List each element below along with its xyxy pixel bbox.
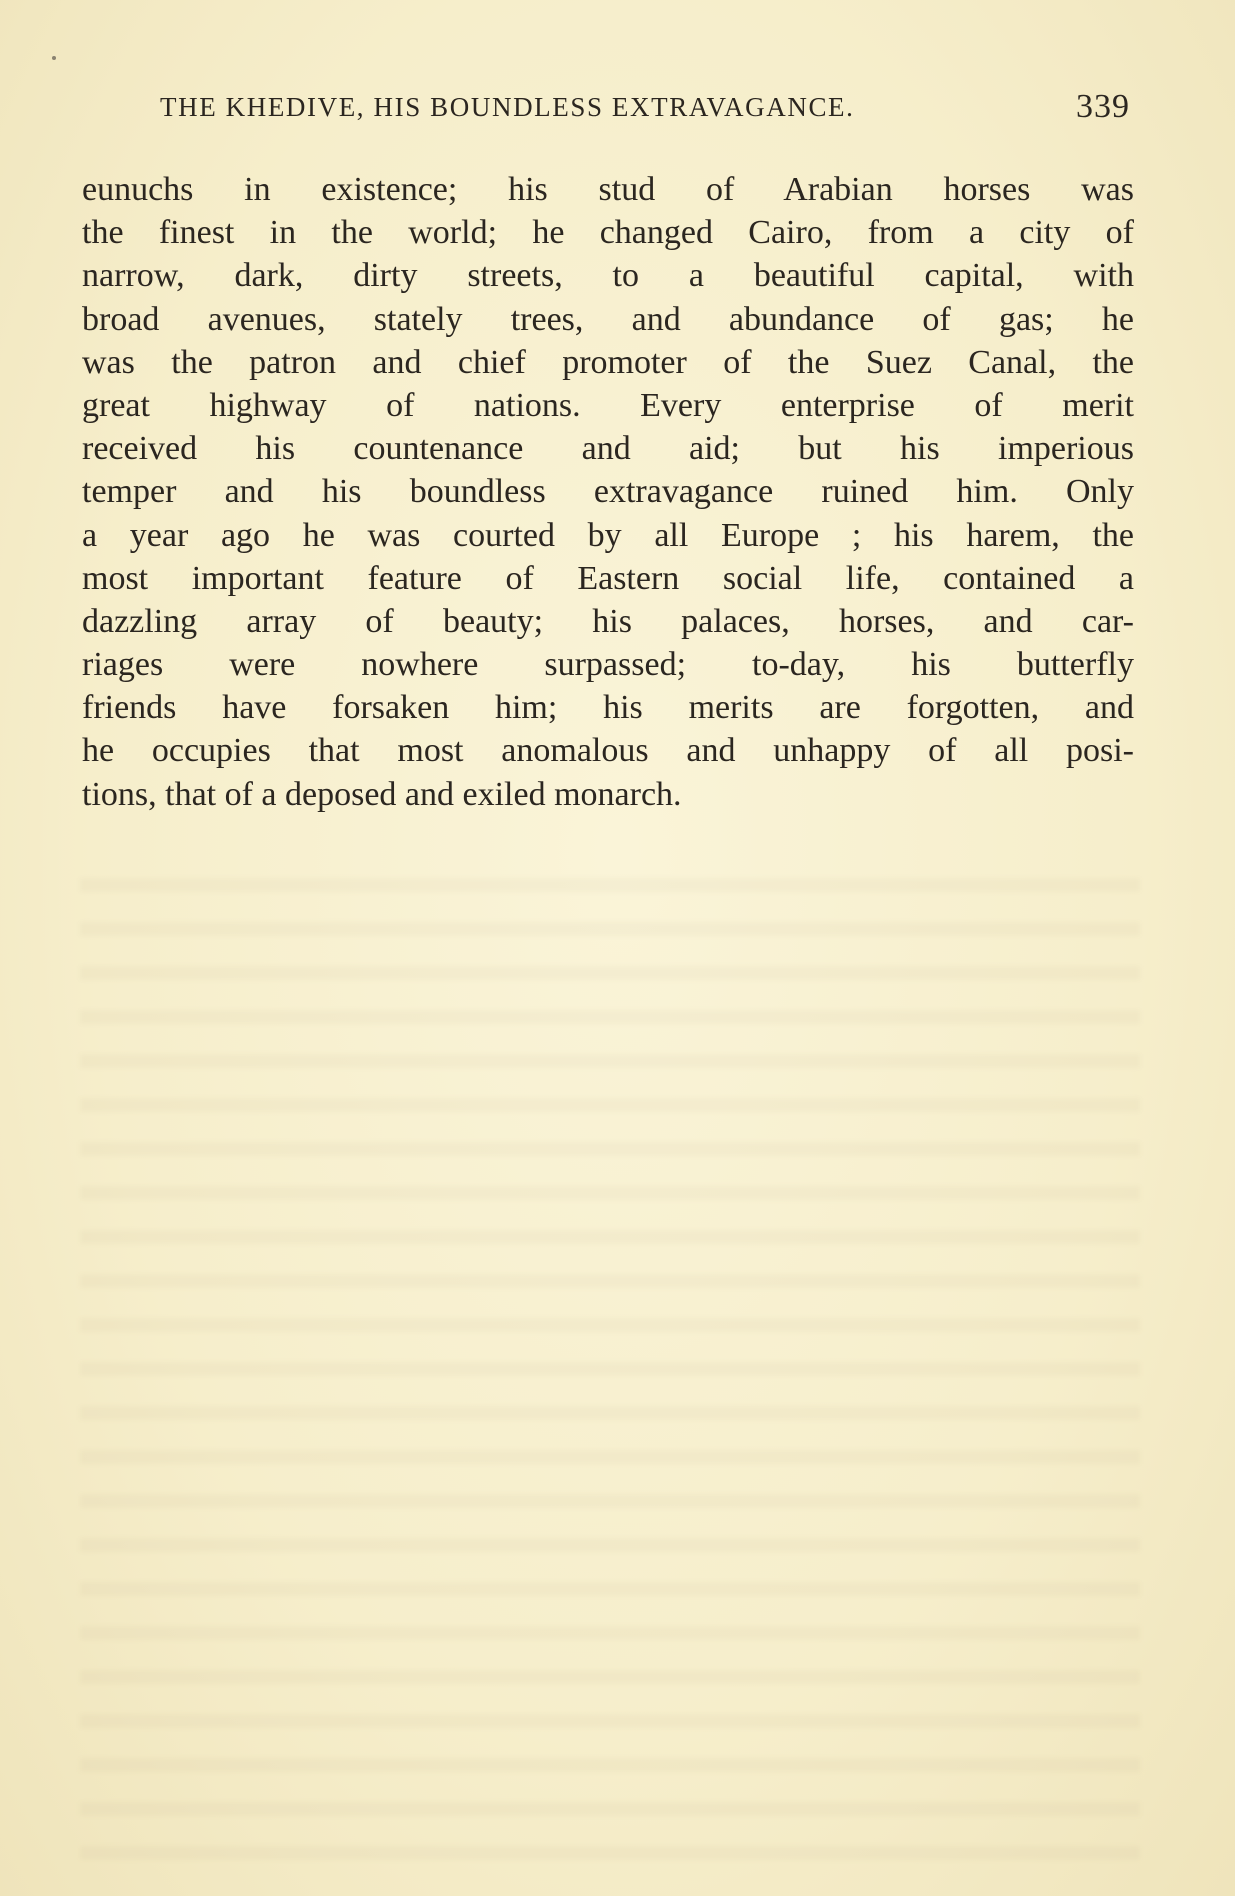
text-line: friends have forsaken him; his merits are forgotten, and (82, 689, 1134, 727)
text-line: a year ago he was courted by all Europe ; his harem, the (82, 516, 1134, 554)
text-line: broad avenues, stately trees, and abundance of gas; he (82, 300, 1134, 338)
text-line: great highway of nations. Every enterprise of merit (82, 386, 1134, 424)
paper-speck (52, 56, 56, 60)
text-line: tions, that of a deposed and exiled monarch. (82, 775, 682, 813)
text-line: temper and his boundless extravagance ruined him. Only (82, 473, 1134, 511)
text-line: the finest in the world; he changed Cairo, from a city of (82, 214, 1134, 252)
text-line: received his countenance and aid; but his imperious (82, 430, 1134, 468)
text-line: riages were nowhere surpassed; to-day, his butterfly (82, 646, 1134, 684)
text-line: dazzling array of beauty; his palaces, horses, and car- (82, 602, 1134, 640)
text-line: narrow, dark, dirty streets, to a beautiful capital, with (82, 257, 1134, 295)
page-header (160, 88, 1130, 128)
show-through-text (80, 860, 1140, 1860)
text-line: eunuchs in existence; his stud of Arabian horses was (82, 171, 1134, 208)
text-line: was the patron and chief promoter of the Suez Canal, the (82, 343, 1134, 381)
text-line: most important feature of Eastern social life, contained a (82, 559, 1134, 597)
text-line: he occupies that most anomalous and unhappy of all posi- (82, 732, 1134, 770)
running-head: THE KHEDIVE, HIS BOUNDLESS EXTRAVAGANCE. (160, 92, 855, 122)
body-paragraph (82, 168, 1134, 816)
page-number: 339 (1076, 88, 1130, 125)
